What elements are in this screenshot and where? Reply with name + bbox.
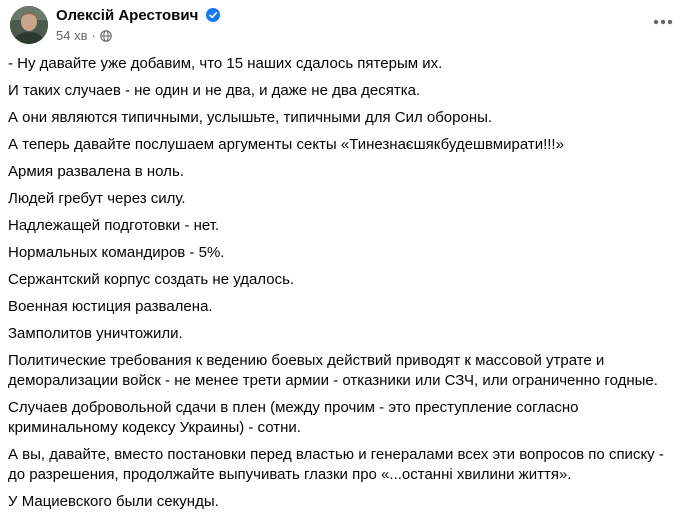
more-options-icon bbox=[653, 19, 673, 25]
paragraph: И таких случаев - не один и не два, и даже не два десятка. bbox=[8, 82, 421, 99]
paragraph: - Ну давайте уже добавим, что 15 наших сдалось пятерым их. bbox=[8, 55, 443, 72]
post-time[interactable]: 54 хв bbox=[56, 28, 88, 43]
paragraph: Надлежащей подготовки - нет. bbox=[8, 217, 220, 234]
author-name[interactable]: Олексій Арестович bbox=[56, 7, 199, 24]
post-meta bbox=[56, 28, 112, 43]
paragraph: Военная юстиция развалена. bbox=[8, 298, 213, 315]
paragraph: Случаев добровольной сдачи в плен (между прочим - это преступление согласно криминальному кодексу Украины) - сотни. bbox=[8, 399, 579, 436]
globe-icon[interactable] bbox=[100, 30, 112, 42]
paragraph: А вы, давайте, вместо постановки перед властью и генералами всех эти вопросов по списку - до разрешения, продолжайте выпучивать глазки про «...останні хвилини життя». bbox=[8, 446, 664, 483]
post-text bbox=[8, 54, 680, 519]
meta-separator: · bbox=[91, 28, 96, 43]
paragraph: Замполитов уничтожили. bbox=[8, 325, 183, 342]
paragraph: Нормальных командиров - 5%. bbox=[8, 244, 225, 261]
paragraph: А они являются типичными, услышьте, типичными для Сил обороны. bbox=[8, 109, 493, 126]
paragraph: Армия развалена в ноль. bbox=[8, 163, 184, 180]
post-header bbox=[10, 6, 679, 46]
paragraph: Сержантский корпус создать не удалось. bbox=[8, 271, 295, 288]
paragraph: Людей гребут через силу. bbox=[8, 190, 186, 207]
avatar[interactable] bbox=[10, 6, 48, 44]
paragraph: У Мациевского были секунды. bbox=[8, 493, 219, 510]
verified-badge-icon bbox=[206, 8, 220, 22]
paragraph: А теперь давайте послушаем аргументы секты «Тинезнаєшякбудешвмирати!!!» bbox=[8, 136, 564, 153]
paragraph: Политические требования к ведению боевых действий приводят к массовой утрате и деморализации войск - не менее трети армии - отказники или СЗЧ, или ограниченно годные. bbox=[8, 352, 658, 389]
more-options-button[interactable] bbox=[647, 10, 679, 34]
avatar-photo-icon bbox=[10, 6, 48, 44]
